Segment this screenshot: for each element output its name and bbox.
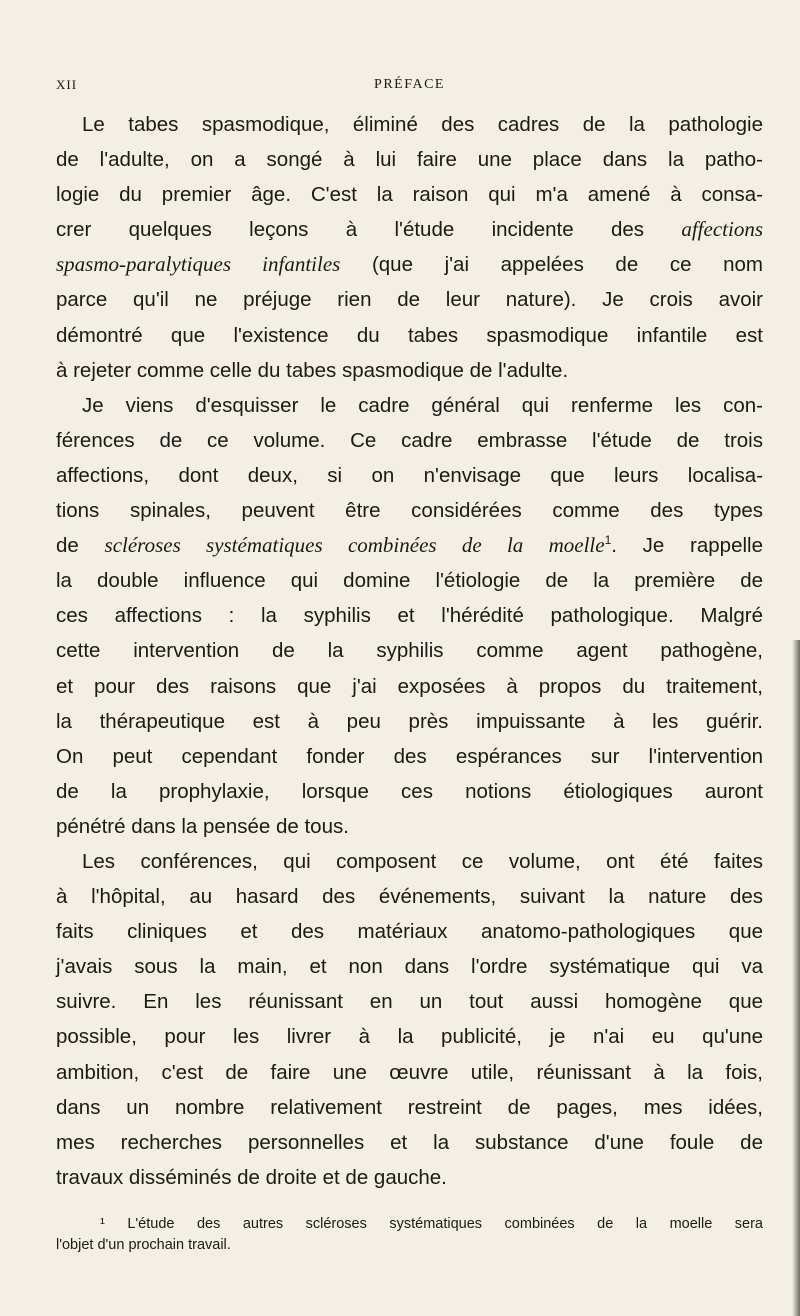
text-line: pénétré dans la pensée de tous. xyxy=(56,814,349,838)
text-line: la thérapeutique est à peu près impuissante à les guérir. xyxy=(56,709,763,733)
text-line: crer quelques leçons à l'étude incidente des affections xyxy=(56,217,763,242)
text-line: à l'hôpital, au hasard des événements, suivant la nature des xyxy=(56,885,763,909)
text-line: possible, pour les livrer à la publicité, je n'ai eu qu'une xyxy=(56,1025,763,1049)
paragraph xyxy=(56,388,763,844)
text-line: tions spinales, peuvent être considérées comme des types xyxy=(56,499,763,523)
text-line: mes recherches personnelles et la substance d'une foule de xyxy=(56,1130,763,1154)
text-line: et pour des raisons que j'ai exposées à propos du traitement, xyxy=(56,674,763,698)
text-line: la double influence qui domine l'étiologie de la première de xyxy=(56,569,763,593)
text-line: j'avais sous la main, et non dans l'ordre systématique qui va xyxy=(56,955,763,979)
text-line: Les conférences, qui composent ce volume, ont été faites xyxy=(82,849,763,873)
text-line: férences de ce volume. Ce cadre embrasse l'étude de trois xyxy=(56,428,763,452)
body-text xyxy=(56,107,763,1195)
footnote-marker: ¹ xyxy=(100,1216,105,1232)
text-line: dans un nombre relativement restreint de pages, mes idées, xyxy=(56,1095,763,1119)
text-line: spasmo-paralytiques infantiles (que j'ai appelées de ce nom xyxy=(56,252,763,277)
text-line: affections, dont deux, si on n'envisage que leurs localisa- xyxy=(56,463,763,487)
text-line: logie du premier âge. C'est la raison qui m'a amené à consa- xyxy=(56,183,763,207)
text-line: de scléroses systématiques combinées de la moelle$^1$. Je rappelle xyxy=(56,533,763,558)
text-line: parce qu'il ne préjuge rien de leur nature). Je crois avoir xyxy=(56,288,763,312)
text-line: de l'adulte, on a songé à lui faire une place dans la patho- xyxy=(56,148,763,172)
footnote-line: ¹ L'étude des autres scléroses systématiques combinées de la moelle sera xyxy=(100,1216,763,1232)
text-line: travaux disséminés de droite et de gauche. xyxy=(56,1165,447,1189)
paragraph xyxy=(56,107,763,388)
footnote-line: l'objet d'un prochain travail. xyxy=(56,1237,231,1253)
text-line: Je viens d'esquisser le cadre général qui renferme les con- xyxy=(82,393,763,417)
page-header xyxy=(56,77,763,97)
text-line: cette intervention de la syphilis comme agent pathogène, xyxy=(56,639,763,663)
text-line: On peut cependant fonder des espérances sur l'intervention xyxy=(56,744,763,768)
running-title: PRÉFACE xyxy=(374,77,445,92)
text-line: à rejeter comme celle du tabes spasmodique de l'adulte. xyxy=(56,358,569,382)
text-line: de la prophylaxie, lorsque ces notions étiologiques auront xyxy=(56,779,763,803)
footnote xyxy=(56,1214,763,1256)
text-line: suivre. En les réunissant en un tout aussi homogène que xyxy=(56,990,763,1014)
paragraph xyxy=(56,844,763,1195)
page-edge-shadow xyxy=(792,640,800,1316)
text-line: ces affections : la syphilis et l'hérédité pathologique. Malgré xyxy=(56,604,763,628)
page-number: XII xyxy=(56,77,78,92)
text-line: ambition, c'est de faire une œuvre utile, réunissant à la fois, xyxy=(56,1060,763,1084)
text-line: Le tabes spasmodique, éliminé des cadres de la pathologie xyxy=(82,113,763,136)
text-line: faits cliniques et des matériaux anatomo-pathologiques que xyxy=(56,920,763,944)
text-line: démontré que l'existence du tabes spasmodique infantile est xyxy=(56,323,763,347)
